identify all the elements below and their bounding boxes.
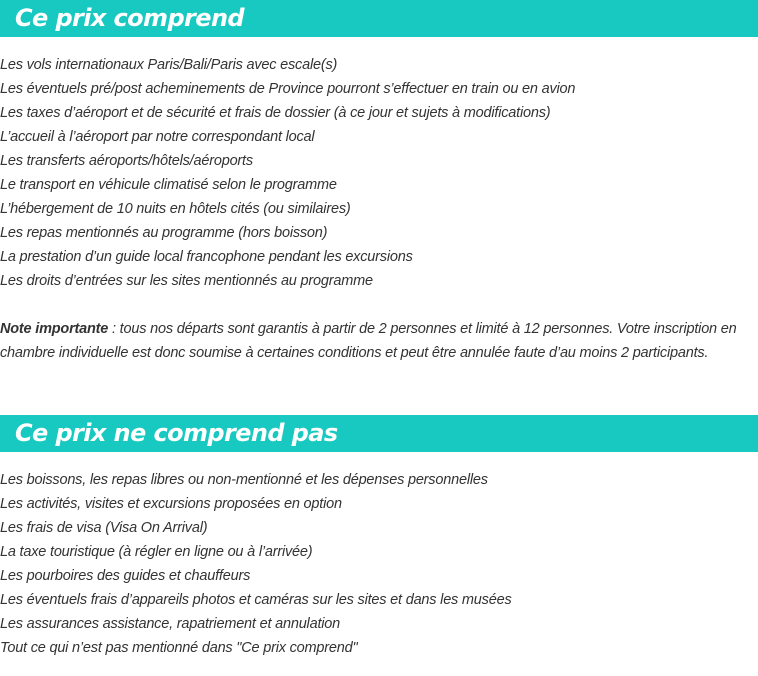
excludes-title: Ce prix ne comprend pas — [15, 419, 338, 447]
includes-item: Les taxes d’aéroport et de sécurité et frais de dossier (à ce jour et sujets à modifications) — [0, 105, 551, 121]
includes-item: Le transport en véhicule climatisé selon le programme — [0, 177, 337, 193]
excludes-item: Les boissons, les repas libres ou non-mentionné et les dépenses personnelles — [0, 472, 488, 488]
note-text: : tous nos départs sont garantis à partir de 2 personnes et limité à 12 personnes. Votre inscription en chambre individuelle est donc soumise à certaines conditions et peut être annulée faute d’au moins 2 participants. — [0, 321, 737, 361]
excludes-item: Les pourboires des guides et chauffeurs — [0, 568, 251, 584]
includes-title: Ce prix comprend — [15, 4, 245, 32]
excludes-item: Les activités, visites et excursions proposées en option — [0, 496, 342, 512]
note-label: Note importante — [0, 321, 109, 337]
includes-item: Les droits d’entrées sur les sites mentionnés au programme — [0, 273, 373, 289]
includes-header — [0, 0, 758, 37]
includes-item: La prestation d’un guide local francophone pendant les excursions — [0, 249, 413, 265]
excludes-item: Les assurances assistance, rapatriement et annulation — [0, 616, 341, 632]
excludes-item: Les frais de visa (Visa On Arrival) — [0, 520, 208, 536]
excludes-list — [0, 468, 758, 660]
includes-list — [0, 53, 758, 293]
important-note — [0, 317, 756, 365]
includes-item: L’hébergement de 10 nuits en hôtels cités (ou similaires) — [0, 201, 351, 217]
excludes-header — [0, 415, 758, 452]
excludes-item: Tout ce qui n’est pas mentionné dans "Ce prix comprend" — [0, 640, 358, 656]
excludes-item: Les éventuels frais d’appareils photos et caméras sur les sites et dans les musées — [0, 592, 512, 608]
excludes-item: La taxe touristique (à régler en ligne ou à l’arrivée) — [0, 544, 313, 560]
includes-item: Les repas mentionnés au programme (hors boisson) — [0, 225, 328, 241]
includes-item: Les transferts aéroports/hôtels/aéroports — [0, 153, 253, 169]
includes-item: Les éventuels pré/post acheminements de Province pourront s’effectuer en train ou en avion — [0, 81, 576, 97]
includes-item: Les vols internationaux Paris/Bali/Paris avec escale(s) — [0, 57, 338, 73]
includes-item: L’accueil à l’aéroport par notre correspondant local — [0, 129, 315, 145]
